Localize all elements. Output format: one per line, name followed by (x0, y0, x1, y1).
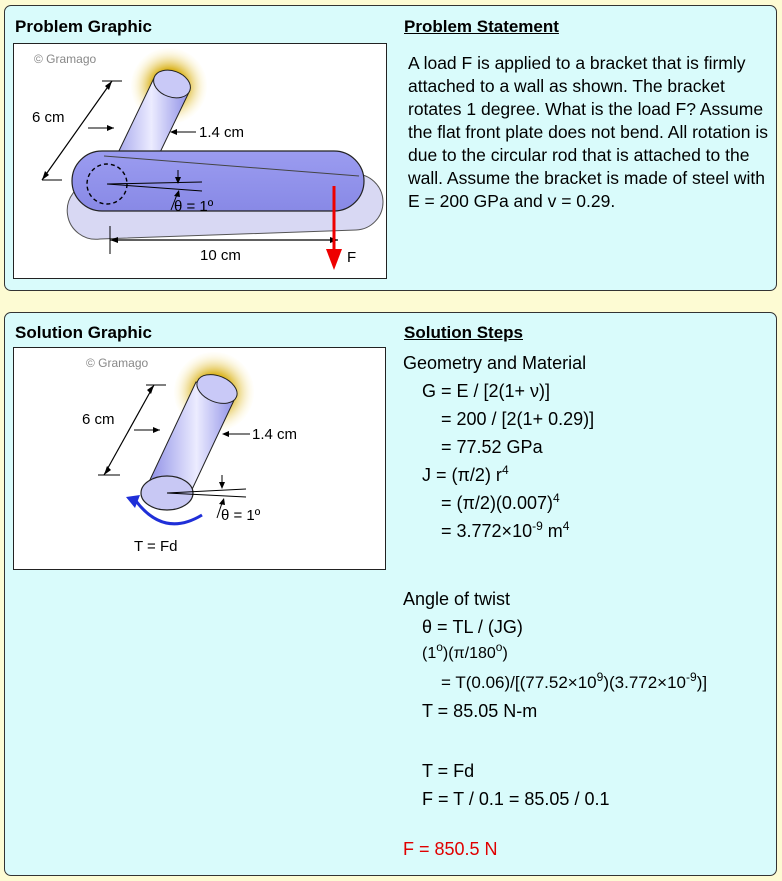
diameter-dimension (170, 124, 244, 141)
solution-panel (4, 312, 777, 876)
length-dimension (82, 385, 166, 475)
arm-label: 10 cm (200, 247, 241, 264)
solution-steps-header: Solution Steps (404, 323, 523, 342)
front-plate (72, 151, 364, 211)
angle-label: θ = 1º (221, 507, 261, 524)
angle-label: θ = 1º (174, 198, 214, 215)
problem-statement-header: Problem Statement (404, 17, 559, 36)
final-answer: F = 850.5 N (403, 839, 498, 859)
problem-graphic (13, 43, 387, 279)
j-line-2: = $(\pi/2)(0.007)^4$ (441, 491, 560, 513)
diameter-label: 1.4 cm (252, 426, 298, 443)
t-line-2: (1$^o$)(π/180$^o$) (422, 640, 508, 662)
section-geometry-title: Geometry and Material (403, 353, 587, 373)
angle-indicator (217, 475, 261, 524)
j-line-1: J = (π/2) $r^4$ (422, 463, 509, 485)
force-label: F (347, 249, 357, 266)
length-label: 6 cm (32, 109, 65, 126)
diameter-label: 1.4 cm (199, 124, 245, 141)
t-line-1: θ = TL / (JG) (422, 617, 523, 637)
solution-graphic (13, 347, 386, 570)
g-line-2: = 200 / [2(1+ 0.29)] (441, 409, 595, 429)
f-line-1: T = Fd (422, 761, 475, 781)
copyright-text: © Gramago (34, 52, 97, 66)
diameter-dimension (222, 426, 297, 443)
f-line-2: F = T / 0.1 = 85.05 / 0.1 (422, 789, 610, 809)
t-line-3: = $T(0.06)/[(77.52\times 10^9)(3.772\times 10^{-9})]$ (441, 670, 708, 692)
torque-label: T = Fd (134, 538, 178, 555)
circular-rod (141, 369, 246, 510)
t-line-4: T = 85.05 N-m (422, 701, 538, 721)
length-label: 6 cm (82, 411, 115, 428)
section-twist-title: Angle of twist (403, 589, 511, 609)
solution-graphic-header: Solution Graphic (15, 323, 152, 342)
copyright-text: © Gramago (86, 356, 149, 370)
g-line-3: = 77.52 GPa (441, 437, 543, 457)
problem-panel (4, 5, 777, 291)
j-line-3: = $3.772\times 10^{-9}$ $m^4$ (441, 519, 570, 541)
g-line-1: G = E / [2(1+ ν)] (422, 381, 551, 401)
problem-graphic-header: Problem Graphic (15, 17, 152, 36)
problem-statement-text: A load F is applied to a bracket that is firmly attached to a wall as shown. The bracket rotates 1 degree. What is the load F? Assume the flat front plate does not bend. All rotation is due to the circular rod that is attached to the wall. Assume the bracket is made of steel with E = 200 GPa and v = 0.29. (408, 53, 768, 211)
